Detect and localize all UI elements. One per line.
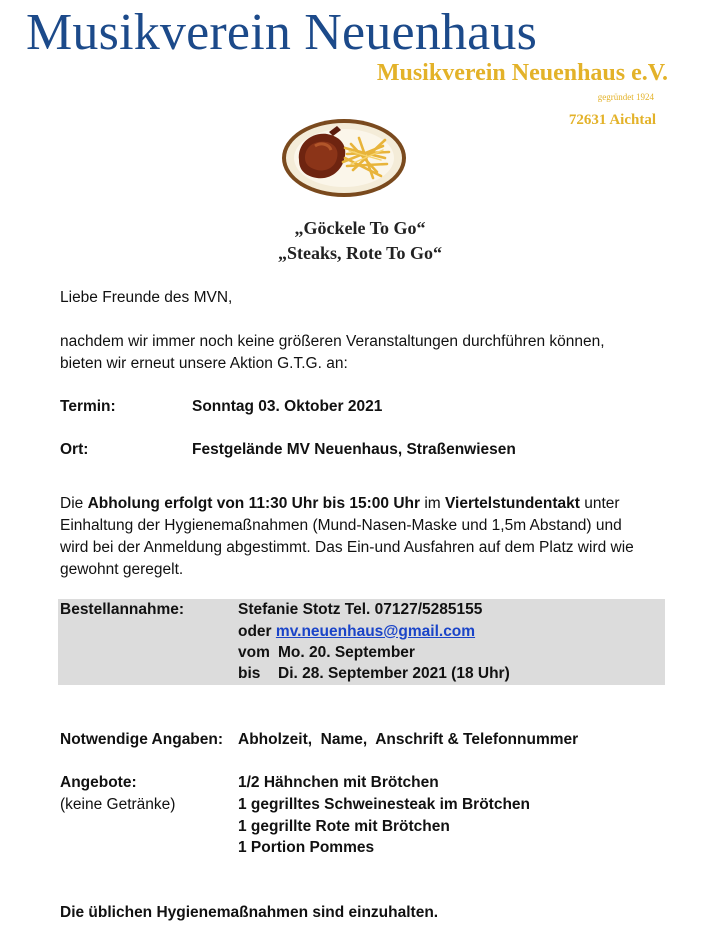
required-label: Notwendige Angaben: xyxy=(60,731,224,748)
offer-item: 1 Portion Pommes xyxy=(238,839,375,856)
intro-line-1: nachdem wir immer noch keine größeren Veranstaltungen durchführen können, xyxy=(60,333,605,350)
club-city: 72631 Aichtal xyxy=(568,112,656,128)
order-from-date: Mo. 20. September xyxy=(278,644,415,661)
pickup-text-3: unter xyxy=(579,495,620,512)
intro-line-2: bieten wir erneut unsere Aktion G.T.G. an: xyxy=(60,355,348,372)
pickup-time: Abholung erfolgt von 11:30 Uhr bis 15:00 Uhr xyxy=(87,495,421,512)
pickup-text-1: Die xyxy=(60,495,88,512)
headline-line-2: „Steaks, Rote To Go“ xyxy=(277,243,443,263)
ort-row xyxy=(60,439,516,461)
order-contact: Stefanie Stotz Tel. 07127/5285155 xyxy=(238,601,483,618)
founded-note: gegründet 1924 xyxy=(597,92,654,102)
offer-item: 1 gegrilltes Schweinesteak im Brötchen xyxy=(238,796,531,813)
order-to-date: Di. 28. September 2021 (18 Uhr) xyxy=(278,665,510,682)
pickup-interval: Viertelstundentakt xyxy=(445,495,580,512)
termin-value: Sonntag 03. Oktober 2021 xyxy=(192,398,383,415)
order-email-link[interactable]: mv.neuenhaus@gmail.com xyxy=(275,623,476,640)
offer-item: 1/2 Hähnchen mit Brötchen xyxy=(238,774,439,791)
required-value: Abholzeit, Name, Anschrift & Telefonnummer xyxy=(238,731,579,748)
pickup-line-3: wird bei der Anmeldung abgestimmt. Das Ein-und Ausfahren auf dem Platz wird wie xyxy=(60,539,634,556)
required-row xyxy=(60,729,579,751)
order-from-label: vom xyxy=(238,644,270,661)
greeting: Liebe Freunde des MVN, xyxy=(60,289,233,306)
order-to-row xyxy=(238,663,510,685)
order-info-box xyxy=(58,599,665,685)
event-headline xyxy=(0,216,720,266)
headline-line-1: „Göckele To Go“ xyxy=(294,218,426,238)
pickup-line-2: Einhaltung der Hygienemaßnahmen (Mund-Nasen-Maske und 1,5m Abstand) und xyxy=(60,517,622,534)
order-email-row xyxy=(238,621,475,643)
order-from-row xyxy=(238,642,415,664)
order-label: Bestellannahme: xyxy=(60,601,185,618)
order-to-label: bis xyxy=(238,665,261,682)
pickup-line-4: gewohnt geregelt. xyxy=(60,561,184,578)
offer-item: 1 gegrillte Rote mit Brötchen xyxy=(238,818,450,835)
ort-label: Ort: xyxy=(60,441,89,458)
pickup-text-2: im xyxy=(420,495,445,512)
ort-value: Festgelände MV Neuenhaus, Straßenwiesen xyxy=(192,441,516,458)
offers-label: Angebote: xyxy=(60,774,137,791)
club-title: Musikverein Neuenhaus xyxy=(26,4,538,61)
termin-row xyxy=(60,396,383,418)
termin-label: Termin: xyxy=(60,398,116,415)
hygiene-note: Die üblichen Hygienemaßnahmen sind einzuhalten. xyxy=(60,904,439,921)
pickup-line-1 xyxy=(60,493,620,515)
chicken-fries-plate-image xyxy=(281,118,407,198)
order-email-prefix: oder xyxy=(238,623,276,640)
offers-note: (keine Getränke) xyxy=(60,796,176,813)
club-org-name: Musikverein Neuenhaus e.V. xyxy=(376,60,668,86)
